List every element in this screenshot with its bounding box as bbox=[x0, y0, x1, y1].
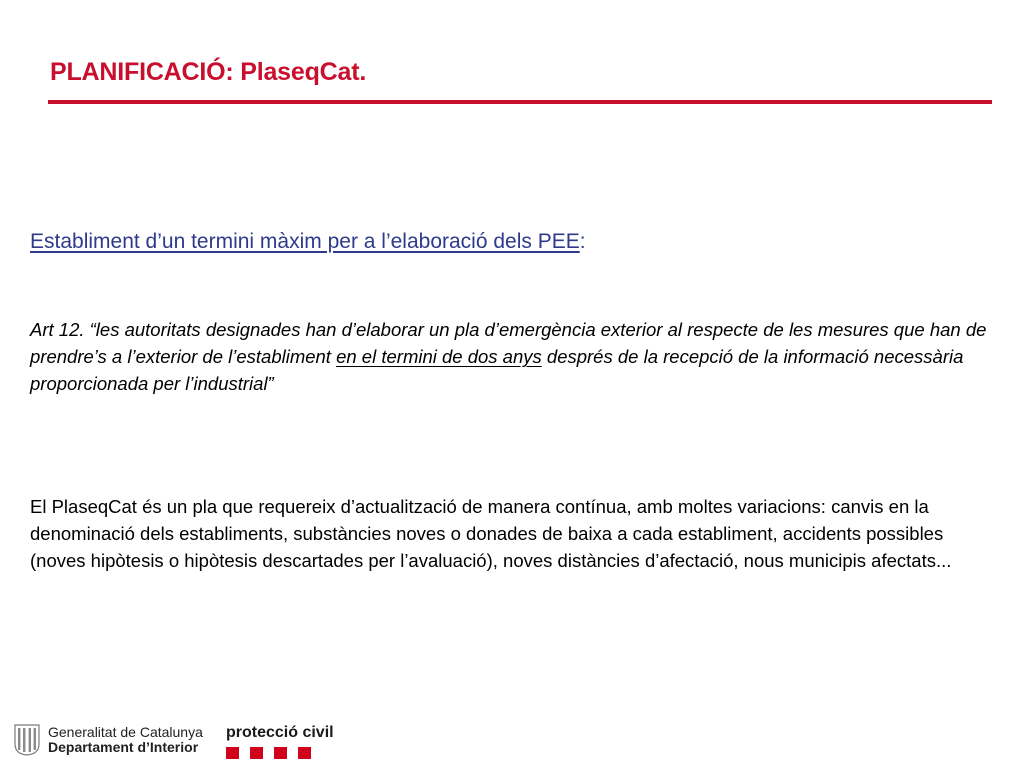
proteccio-civil-logo bbox=[226, 724, 334, 759]
quote-underlined: en el termini de dos anys bbox=[336, 346, 542, 367]
generalitat-logo-text bbox=[48, 725, 203, 755]
body-paragraph: El PlaseqCat és un pla que requereix d’actualització de manera contínua, amb moltes variacions: canvis en la denominació dels establiments, substàncies noves o donades de baixa a cada establiment, accidents possibles (noves hipòtesis o hipòtesis descartades per l’avaluació), noves distàncies d’afectació, nous municipis afectats... bbox=[30, 496, 952, 571]
brand-square-icon bbox=[226, 747, 239, 759]
title-divider bbox=[48, 100, 992, 104]
slide-subtitle bbox=[30, 230, 990, 254]
subtitle-underlined: Establiment d’un termini màxim per a l’elaboració dels PEE bbox=[30, 230, 580, 253]
brand-squares bbox=[226, 747, 334, 759]
quote-before: Art 12. “les autoritats designades han d’elaborar un pla d’emergència exterior al respecte de les mesures que han de prendre’s a l’exterior de l’establiment bbox=[30, 319, 987, 367]
subtitle-suffix: : bbox=[579, 230, 586, 253]
brand-label: protecció civil bbox=[226, 724, 334, 741]
footer bbox=[0, 712, 1024, 768]
article-quote bbox=[30, 316, 995, 397]
slide-title: PLANIFICACIÓ: PlaseqCat. bbox=[50, 58, 367, 86]
generalitat-seal-icon bbox=[14, 724, 40, 756]
department-name: Departament d’Interior bbox=[48, 739, 199, 755]
brand-square-icon bbox=[250, 747, 263, 759]
brand-square-icon bbox=[274, 747, 287, 759]
org-name: Generalitat de Catalunya bbox=[48, 724, 203, 740]
brand-square-icon bbox=[298, 747, 311, 759]
quote-after: després de la recepció de la informació necessària proporcionada per l’industrial” bbox=[30, 346, 964, 394]
